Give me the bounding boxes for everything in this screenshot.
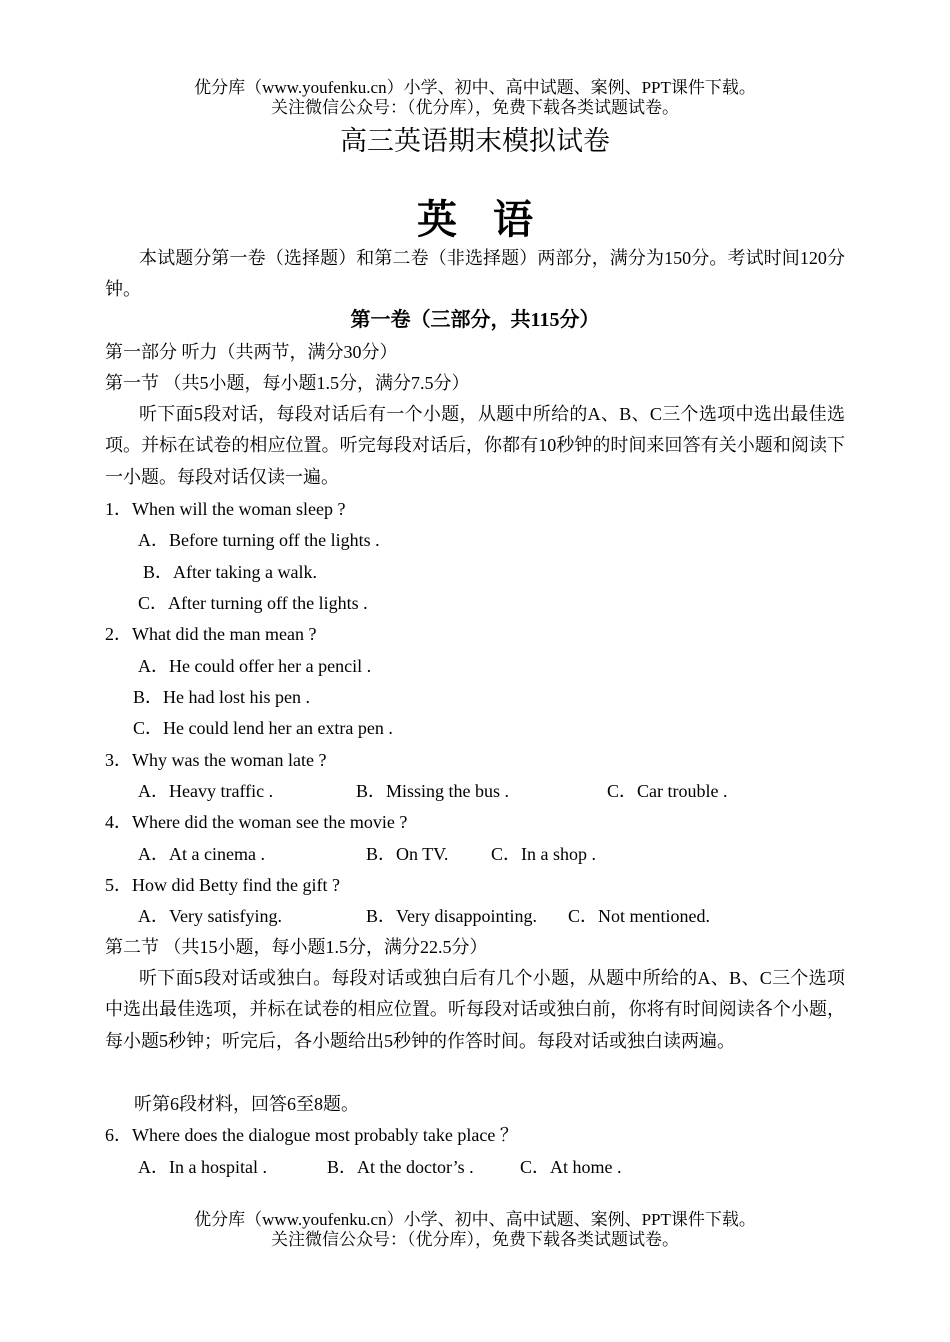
question-3-option-c: C．Car trouble . (607, 781, 728, 801)
question-4-option-b: B．On TV. (366, 844, 449, 864)
section2-instructions: 听下面5段对话或独白。每段对话或独白后有几个小题，从题中所给的A、B、C三个选项中选出最佳选项，并标在试卷的相应位置。听每段对话或独白前，你将有时间阅读各个小题，每小题5秒钟；听完后，各小题给出5秒钟的作答时间。每段对话或独白读两遍。 (105, 968, 845, 1051)
subject-title: 英语 (417, 197, 569, 242)
question-3-stem: 3．Why was the woman late ? (105, 750, 327, 770)
question-2-option-b: B．He had lost his pen . (133, 687, 310, 707)
question-1-option-c: C．After turning off the lights . (138, 593, 368, 613)
question-2-stem: 2．What did the man mean ? (105, 624, 317, 644)
question-2-option-a: A．He could offer her a pencil . (138, 656, 372, 676)
part1-title: 第一部分 听力（共两节，满分30分） (105, 342, 398, 362)
question-6-option-c: C．At home . (520, 1157, 622, 1177)
question-5-option-a: A．Very satisfying. (138, 906, 282, 926)
question-5-stem: 5．How did Betty find the gift ? (105, 875, 340, 895)
question-1-option-b: B．After taking a walk. (143, 562, 317, 582)
question-2-option-c: C．He could lend her an extra pen . (133, 718, 393, 738)
question-4-option-a: A．At a cinema . (138, 844, 265, 864)
section2-title: 第二节 （共15小题，每小题1.5分，满分22.5分） (105, 937, 488, 957)
footer-line-1: 优分库（www.youfenku.cn）小学、初中、高中试题、案例、PPT课件下载。 (194, 1210, 756, 1229)
header-line-2: 关注微信公众号：（优分库），免费下载各类试题试卷。 (271, 98, 679, 117)
volume1-title: 第一卷（三部分，共115分） (350, 309, 600, 331)
question-6-option-a: A．In a hospital . (138, 1157, 267, 1177)
footer-line-2: 关注微信公众号：（优分库），免费下载各类试题试卷。 (271, 1230, 679, 1249)
question-3-option-b: B．Missing the bus . (356, 781, 510, 801)
section1-instructions: 听下面5段对话，每段对话后有一个小题，从题中所给的A、B、C三个选项中选出最佳选项。并标在试卷的相应位置。听完每段对话后，你都有10秒钟的时间来回答有关小题和阅读下一小题。每段对话仅读一遍。 (105, 404, 845, 487)
material-note: 听第6段材料，回答6至8题。 (134, 1094, 359, 1114)
exam-title: 高三英语期末模拟试卷 (340, 126, 610, 156)
question-4-stem: 4．Where did the woman see the movie ? (105, 812, 408, 832)
section1-title: 第一节 （共5小题，每小题1.5分，满分7.5分） (105, 373, 470, 393)
question-1-option-a: A．Before turning off the lights . (138, 530, 380, 550)
question-4-option-c: C．In a shop . (491, 844, 596, 864)
question-6-stem: 6．Where does the dialogue most probably take place ？ (105, 1125, 518, 1145)
question-3-option-a: A．Heavy traffic . (138, 781, 274, 801)
question-5-option-c: C．Not mentioned. (568, 906, 710, 926)
question-6-option-b: B．At the doctor’s . (327, 1157, 474, 1177)
intro-paragraph: 本试题分第一卷（选择题）和第二卷（非选择题）两部分，满分为150分。考试时间120分钟。 (105, 248, 845, 300)
header-line-1: 优分库（www.youfenku.cn）小学、初中、高中试题、案例、PPT课件下载。 (194, 78, 756, 97)
question-1-stem: 1．When will the woman sleep ? (105, 499, 346, 519)
question-5-option-b: B．Very disappointing. (366, 906, 537, 926)
